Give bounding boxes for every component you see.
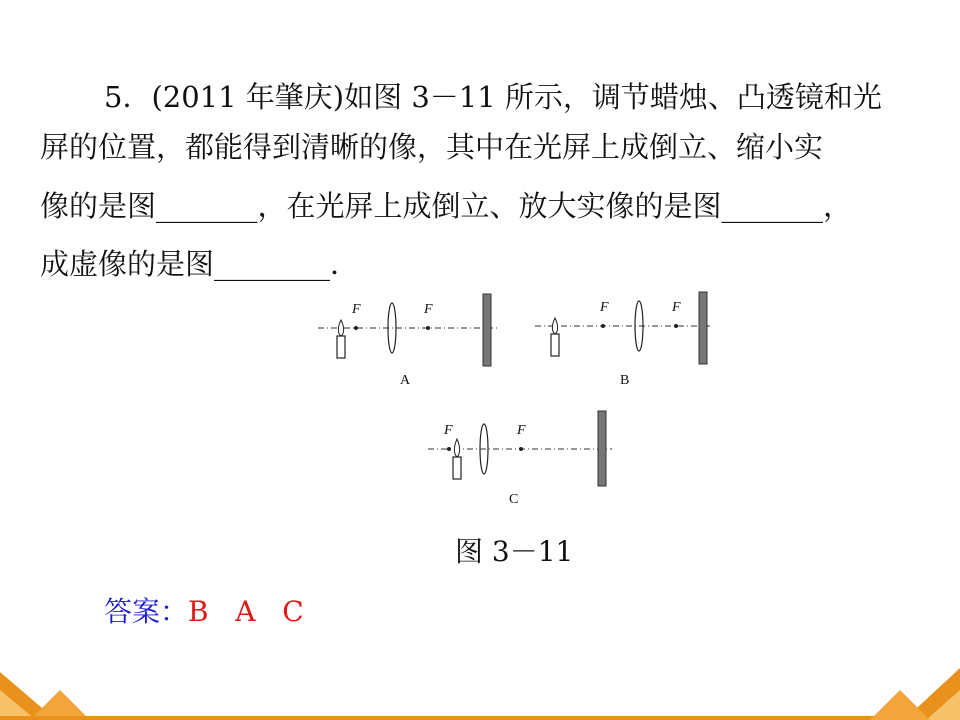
focus-point [354,326,358,330]
figure-caption: 图 3－11 [455,535,574,568]
corner-decoration-right [870,668,960,720]
panel-b-label: B [620,373,630,388]
candle-flame [454,439,459,457]
question-line-4: 成虚像的是图________． [40,247,360,281]
question-line-1: 5．(2011 年肇庆)如图 3－11 所示，调节蜡烛、凸透镜和光 [104,80,882,114]
answer [104,590,304,630]
figure-panel-b [535,292,712,364]
focus-point [674,324,678,328]
focus-label: F [444,423,453,438]
panel-c-label: C [509,492,519,507]
focus-label: F [600,300,609,315]
light-screen [598,411,606,486]
panel-a-label: A [400,373,411,388]
focus-point [519,447,523,451]
figure-panel-a [318,294,500,366]
candle [337,336,345,358]
candle [453,457,461,479]
corner-decoration-left [0,672,960,720]
focus-point [601,324,605,328]
answer-label: 答案： [104,595,189,628]
light-screen [699,292,707,364]
answer-values: B A C [188,595,304,628]
focus-label: F [672,300,681,315]
focus-point [447,447,451,451]
question-line-3: 像的是图_______，在光屏上成倒立、放大实像的是图_______， [40,189,853,223]
focus-label: F [517,423,526,438]
candle-flame [552,318,557,334]
focus-label: F [424,302,433,317]
focus-label: F [352,302,361,317]
focus-point [426,326,430,330]
candle-flame [338,320,343,336]
question-line-2: 屏的位置，都能得到清晰的像，其中在光屏上成倒立、缩小实 [40,130,824,164]
light-screen [483,294,491,366]
candle [551,334,559,356]
